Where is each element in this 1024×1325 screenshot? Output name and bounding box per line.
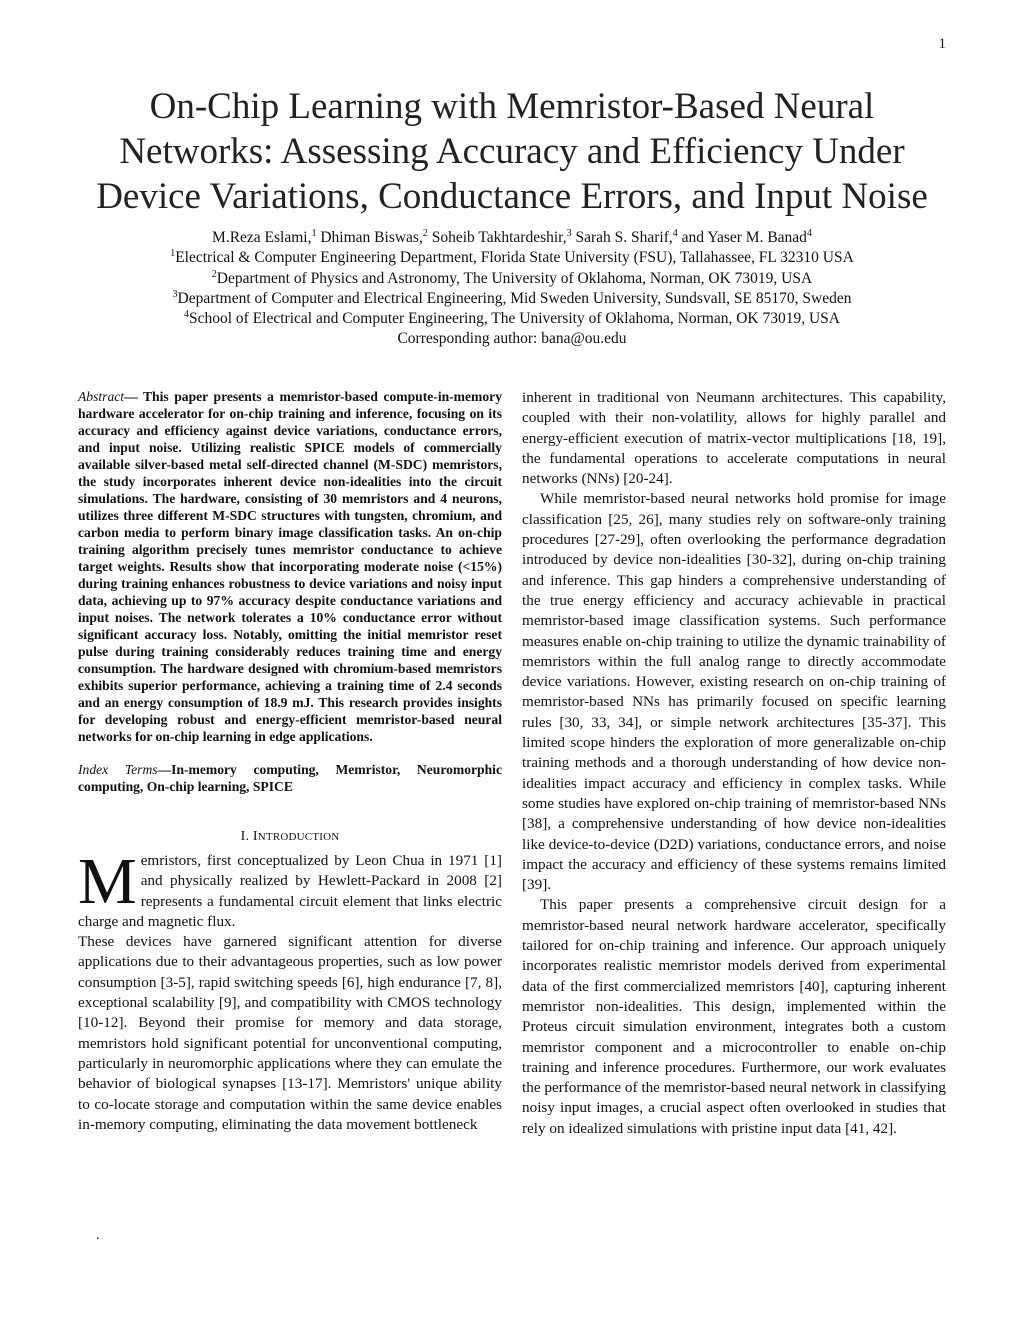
title-line: On-Chip Learning with Memristor-Based Neural	[149, 86, 875, 127]
author-affiliation-mark: 3	[566, 227, 572, 239]
footer-mark: .	[96, 1228, 100, 1243]
intro-paragraph: These devices have garnered significant attention for diverse applications due to their advantageous properties, such as low power consumption [3-5], rapid switching speeds [6], high endurance [7, 8], exceptional scalability [9], and compatibility with CMOS technology [10-12]. Beyond their promise for memory and data storage, memristors hold significant potential for unconventional computing, particularly in neuromorphic applications where they can emulate the behavior of biological synapses [13-17]. Memristors' unique ability to co-locate storage and computation within the same device enables in-memory computing, eliminating the data movement bottleneck	[78, 933, 502, 1133]
author-affiliation-mark: 4	[672, 227, 678, 239]
index-terms	[78, 761, 502, 795]
corresponding-author: Corresponding author: bana@ou.edu	[397, 330, 627, 348]
author-affiliation-mark: 1	[311, 227, 317, 239]
author-list	[60, 228, 964, 248]
body-paragraph: While memristor-based neural networks hold promise for image classification [25, 26], many studies rely on software-only training procedures [27-29], often overlooking the performance degradation introduced by device non-idealities [30-32], during on-chip training and inference. This gap hinders a comprehensive understanding of the true energy efficiency and accuracy achievable in practical memristor-based image classification systems. Such performance measures enable on-chip training to utilize the dynamic trainability of memristors within the full analog range to directly accommodate device variations. However, existing research on on-chip training of memristor-based NNs has primarily focused on specific learning rules [30, 33, 34], or simple network architectures [35-37]. This limited scope hinders the exploration of more generalizable on-chip training methods and a thorough understanding of how device non-idealities impact accuracy and efficiency in complex tasks. While some studies have explored on-chip training of memristor-based NNs [38], a comprehensive understanding of how device non-idealities like device-to-device (D2D) variations, conductance errors, and noise impact the accuracy and efficiency of these systems remains limited [39].	[522, 490, 946, 894]
index-terms-label: Index Terms	[78, 762, 158, 777]
title-line: Networks: Assessing Accuracy and Efficiency Under	[119, 131, 905, 172]
paper-title	[60, 84, 964, 219]
abstract-text: — This paper presents a memristor-based compute-in-memory hardware accelerator for on-chip training and inference, focusing on its accuracy and efficiency against device variations, conductance errors, and input noise. Utilizing realistic SPICE models of commercially available silver-based metal self-directed channel (M-SDC) memristors, the study incorporates inherent device non-idealities into the circuit simulations. The hardware, consisting of 30 memristors and 4 neurons, utilizes three different M-SDC structures with tungsten, chromium, and carbon media to perform binary image classification tasks. An on-chip training algorithm precisely tunes memristor conductance to achieve target weights. Results show that incorporating moderate noise (<15%) during training enhances robustness to device variations and noisy input data, achieving up to 97% accuracy despite conductance variations and input noises. The network tolerates a 10% conductance error without significant accuracy loss. Notably, omitting the initial memristor reset pulse during training considerably reduces training time and energy consumption. The hardware designed with chromium-based memristors exhibits superior performance, achieving a training time of 2.4 seconds and an energy consumption of 18.9 mJ. This research provides insights for developing robust and energy-efficient memristor-based neural networks for on-chip learning in edge applications.	[78, 389, 502, 744]
body-paragraph: inherent in traditional von Neumann architectures. This capability, coupled with their non-volatility, allows for highly parallel and energy-efficient execution of matrix-vector multiplications [18, 19], the fundamental operations to accelerate computations in neural networks (NNs) [20-24].	[522, 389, 946, 488]
author-block	[60, 228, 964, 350]
right-column	[522, 388, 946, 1139]
body-paragraph: This paper presents a comprehensive circuit design for a memristor-based neural network hardware accelerator, specifically tailored for on-chip training and inference. Our approach uniquely incorporates realistic memristor models derived from experimental data of the first commercialized memristors [40], capturing inherent memristor non-idealities. This design, implemented within the Proteus circuit simulation environment, integrates both a custom memristor component and a microcontroller to enable on-chip training and inference procedures. Furthermore, our work evaluates the performance of the memristor-based neural network in classifying noisy input images, a crucial aspect often overlooked in studies that rely on idealized simulations with pristine input data [41, 42].	[522, 896, 946, 1137]
author-name: and Yaser M. Banad	[677, 229, 807, 246]
page-number: 1	[938, 36, 946, 52]
author-name: Sarah S. Sharif,	[571, 229, 673, 246]
author-name: Dhiman Biswas,	[316, 229, 423, 246]
title-line: Device Variations, Conductance Errors, and Input Noise	[96, 176, 928, 217]
author-affiliation-mark: 2	[422, 227, 428, 239]
abstract-label: Abstract	[78, 389, 125, 404]
intro-paragraph: Memristors, first conceptualized by Leon Chua in 1971 [1] and physically realized by Hewlett-Packard in 2008 [2] represents a fundamental circuit element that links electric charge and magnetic flux.	[78, 845, 502, 930]
affiliation: $^3$Department of Computer and Electrical Engineering, Mid Sweden University, Sundsvall, SE 85170, Sweden	[172, 288, 852, 307]
affiliation: $^2$Department of Physics and Astronomy, The University of Oklahoma, Norman, OK 73019, USA	[211, 268, 813, 287]
drop-cap: M	[78, 845, 137, 918]
abstract	[78, 388, 502, 745]
author-name: M.Reza Eslami,	[212, 229, 312, 246]
author-affiliation-mark: 4	[806, 227, 812, 239]
left-column	[78, 388, 502, 1135]
author-name: Soheib Takhtardeshir,	[427, 229, 567, 246]
affiliation: $^4$School of Electrical and Computer Engineering, The University of Oklahoma, Norman, OK 73019, USA	[183, 309, 840, 328]
section-heading-introduction: I. INTRODUCTION	[240, 829, 340, 844]
index-terms-text: —In-memory computing, Memristor, Neuromorphic computing, On-chip learning, SPICE	[78, 762, 502, 794]
affiliation: $^1$Electrical & Computer Engineering Department, Florida State University (FSU), Tallahassee, FL 32310 USA	[170, 248, 854, 267]
